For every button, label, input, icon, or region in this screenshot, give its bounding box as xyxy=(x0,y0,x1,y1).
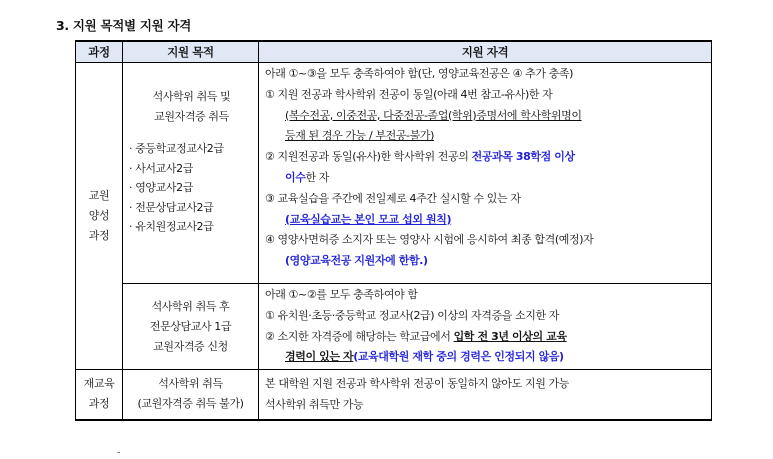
qualification-retraining xyxy=(259,370,712,420)
qual-emphasis: 경력이 있는 자 xyxy=(285,350,354,364)
qual-emphasis: 입학 전 3년 이상의 교육 xyxy=(453,329,567,343)
qualification-master-cert xyxy=(259,63,712,284)
purpose-line: (교원자격증 취득 불가) xyxy=(137,397,244,411)
qual-text: 한 자 xyxy=(305,170,330,184)
purpose-line: 석사학위 취득 후 xyxy=(151,299,230,313)
qualification-counselor-cert xyxy=(259,284,712,370)
header-purpose: 지원 목적 xyxy=(123,41,259,63)
purpose-master-cert xyxy=(123,63,259,284)
course-retraining xyxy=(76,370,123,420)
qual-item-1: ① 유치원·초등·중등학교 정교사(2급) 이상의 자격증을 소지한 자 xyxy=(265,308,560,322)
qual-intro: 아래 ①~②를 모두 충족하여야 함 xyxy=(265,288,418,301)
certificate-list xyxy=(127,139,256,237)
course-label-line: 재교육 xyxy=(83,377,115,391)
list-item: · 유치원정교사2급 xyxy=(129,217,256,237)
qual-intro: 아래 ①~③을 모두 충족하여야 함(단, 영양교육전공은 ④ 추가 충족) xyxy=(265,67,574,80)
purpose-retraining xyxy=(123,370,259,420)
course-label-line: 과정 xyxy=(88,229,110,242)
purpose-line: 석사학위 취득 xyxy=(158,377,223,391)
course-label-line: 과정 xyxy=(88,397,110,411)
qual-emphasis: (영양교육전공 지원자에 한함.) xyxy=(285,254,428,268)
qual-text: ② 지원전공과 동일(유사)한 학사학위 전공의 xyxy=(265,150,472,164)
list-item: · 중등학교정교사2급 xyxy=(129,139,256,159)
section-heading: 3. 지원 목적별 지원 자격 xyxy=(56,18,192,33)
purpose-line: 석사학위 취득 및 xyxy=(152,90,231,103)
qual-emphasis: 전공과목 38학점 이상 xyxy=(471,150,575,164)
list-item: · 영양교사2급 xyxy=(129,178,256,198)
list-item: · 전문상담교사2급 xyxy=(129,198,256,218)
qual-item-2-cont xyxy=(265,347,705,368)
qual-item-2-cont xyxy=(265,168,705,189)
qual-item-2 xyxy=(265,147,705,168)
header-course: 과정 xyxy=(76,41,123,63)
list-item: · 사서교사2급 xyxy=(129,159,256,179)
qual-text: ② 소지한 자격증에 해당하는 학교급에서 xyxy=(265,329,454,343)
qual-text: 본 대학원 지원 전공과 학사학위 전공이 동일하지 않아도 지원 가능 xyxy=(265,376,569,390)
qualification-table xyxy=(75,40,712,421)
purpose-line: 전문상담교사 1급 xyxy=(149,319,232,333)
qual-item-3: ③ 교육실습을 주간에 전일제로 4주간 실시할 수 있는 자 xyxy=(265,191,521,205)
qual-emphasis: (교육실습교는 본인 모교 섭외 원칙) xyxy=(285,212,452,226)
purpose-line: 교원자격증 신청 xyxy=(153,339,228,353)
header-qualification: 지원 자격 xyxy=(259,41,712,63)
qual-item-1-note: (복수전공, 이중전공, 다중전공-졸업(학위)증명서에 학사학위명이 xyxy=(285,108,582,122)
purpose-counselor-cert xyxy=(123,284,259,370)
purpose-line: 교원자격증 취득 xyxy=(154,110,229,123)
qual-emphasis: 이수 xyxy=(285,170,306,184)
qual-note: (교육대학원 재학 중의 경력은 인정되지 않음) xyxy=(353,350,564,364)
page-mark xyxy=(117,452,120,453)
qual-item-1-note: 등재 된 경우 가능 / 부전공-불가) xyxy=(285,129,434,143)
qual-item-4: ④ 영양사면허증 소지자 또는 영양사 시험에 응시하여 최종 합격(예정)자 xyxy=(265,233,594,247)
course-label-line: 교원 xyxy=(88,189,110,202)
qual-item-2 xyxy=(265,327,705,348)
course-label-line: 양성 xyxy=(88,209,110,222)
course-teacher-training xyxy=(76,63,123,370)
qual-item-1: ① 지원 전공과 학사학위 전공이 동일(아래 4번 참고-유사)한 자 xyxy=(265,87,553,101)
qual-text: 석사학위 취득만 가능 xyxy=(265,397,364,411)
